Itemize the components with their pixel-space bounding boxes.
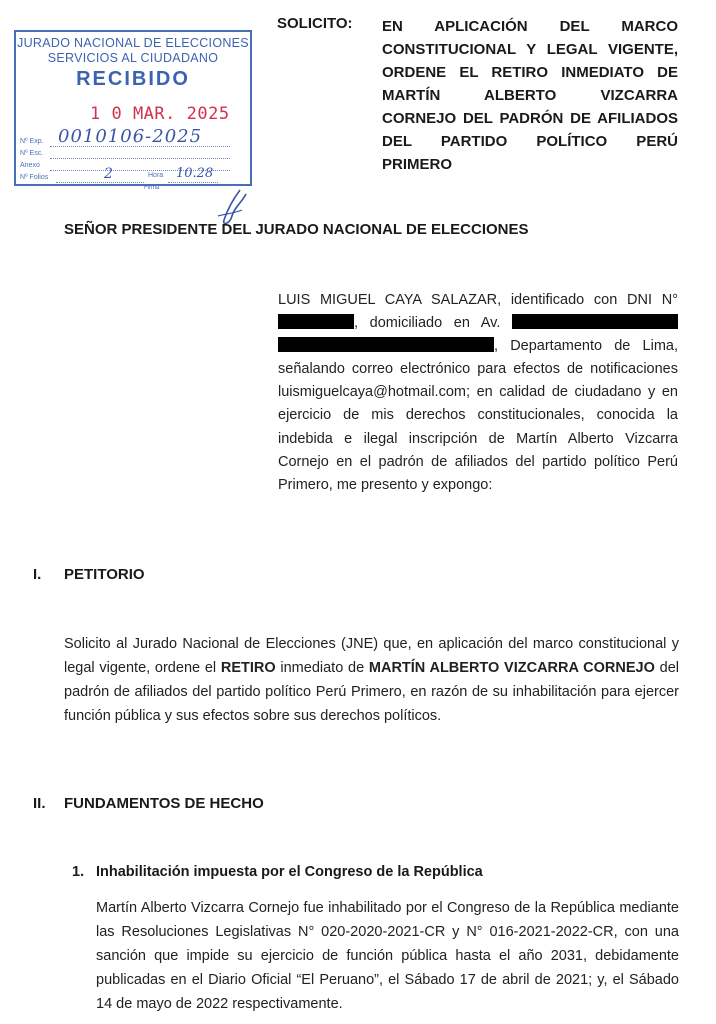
stamp-exp-label: Nº Exp.: [20, 138, 44, 145]
solicito-line: EN APLICACIÓN DEL MARCO: [382, 18, 678, 35]
stamp-exp-handwritten: 0010106-2025: [58, 126, 203, 147]
solicito-line: CONSTITUCIONAL Y LEGAL VIGENTE,: [382, 41, 678, 58]
solicito-text: [382, 15, 678, 176]
intro-paragraph: [278, 289, 678, 497]
petitorio-paragraph: [64, 632, 679, 728]
para-text: inmediato de: [275, 660, 369, 676]
section-number: I.: [33, 566, 42, 583]
redaction-bar: [278, 337, 494, 352]
para-text: Solicito al Jurado Nacional de Elecciones (JNE) que, en aplicación del marco constitucional y legal vigente, ordene el: [64, 636, 679, 676]
solicito-line: ORDENE EL RETIRO INMEDIATO DE: [382, 64, 678, 81]
section-title-fundamentos: FUNDAMENTOS DE HECHO: [64, 795, 264, 812]
subsection-number: 1.: [72, 864, 85, 880]
solicito-line: MARTÍN ALBERTO VIZCARRA: [382, 87, 678, 104]
stamp-folios-handwritten: 2: [104, 166, 113, 182]
section-number: II.: [33, 795, 46, 812]
subsection-paragraph: Martín Alberto Vizcarra Cornejo fue inhabilitado por el Congreso de la República mediante las Resoluciones Legislativas N° 020-2020-2021-CR y N° 016-2021-2022-CR, con una sanción que impide su ejercicio de función pública hasta el año 2031, debidamente publicadas en el Diario Oficial “El Peruano”, el Sábado 17 de abril de 2021; y, el Sábado 14 de mayo de 2022 respectivamente.: [96, 900, 679, 1012]
stamp-esc-label: Nº Esc.: [20, 150, 44, 157]
stamp-esc-line: [50, 158, 230, 159]
stamp-hora-handwritten: 10.28: [176, 166, 214, 181]
solicito-line: DEL PARTIDO POLÍTICO PERÚ: [382, 133, 678, 150]
solicito-label: SOLICITO:: [277, 15, 353, 32]
para-text: del padrón de afiliados del partido político Perú Primero, en razón de su inhabilitación para ejercer función pública y sus efectos sobre sus derechos políticos.: [64, 660, 679, 724]
stamp-folios-line: [56, 182, 144, 183]
stamp-anexo-label: Anexo: [20, 162, 40, 169]
stamp-hora-label: Hora: [148, 172, 164, 179]
stamp-service: SERVICIOS AL CIUDADANO: [47, 51, 219, 65]
solicito-line: CORNEJO DEL PADRÓN DE AFILIADOS: [382, 110, 678, 127]
stamp-date: 1 0 MAR. 2025: [90, 104, 230, 124]
intro-text: , domiciliado en Av.: [354, 315, 501, 332]
intro-text: , Departamento de Lima, señalando correo electrónico para efectos de notificaciones luismiguelcaya@hotmail.com; en calidad de ciudadano y en ejercicio de mis derechos constitucionales, conocida la indebida e ilegal inscripción de Martín Alberto Vizcarra Cornejo en el padrón de afiliados del partido político Perú Primero, me presento y expongo:: [278, 338, 678, 493]
para-bold: RETIRO: [220, 660, 276, 676]
stamp-title: RECIBIDO: [76, 68, 190, 90]
stamp-firma-label: Firma: [144, 185, 160, 191]
intro-text: LUIS MIGUEL CAYA SALAZAR, identificado con DNI N°: [278, 292, 678, 308]
para-bold: MARTÍN ALBERTO VIZCARRA CORNEJO: [368, 660, 655, 676]
stamp-folios-label: Nº Folios: [20, 174, 49, 181]
reception-stamp: [14, 30, 252, 191]
subsection-title: Inhabilitación impuesta por el Congreso de la República: [96, 864, 483, 880]
redaction-bar: [278, 314, 354, 329]
section-title-petitorio: PETITORIO: [64, 566, 145, 583]
stamp-hora-line: [168, 182, 218, 183]
addressee: SEÑOR PRESIDENTE DEL JURADO NACIONAL DE ELECCIONES: [64, 221, 529, 238]
stamp-institution: JURADO NACIONAL DE ELECCIONES: [17, 36, 249, 50]
redaction-bar: [512, 314, 678, 329]
solicito-line: PRIMERO: [382, 156, 453, 173]
